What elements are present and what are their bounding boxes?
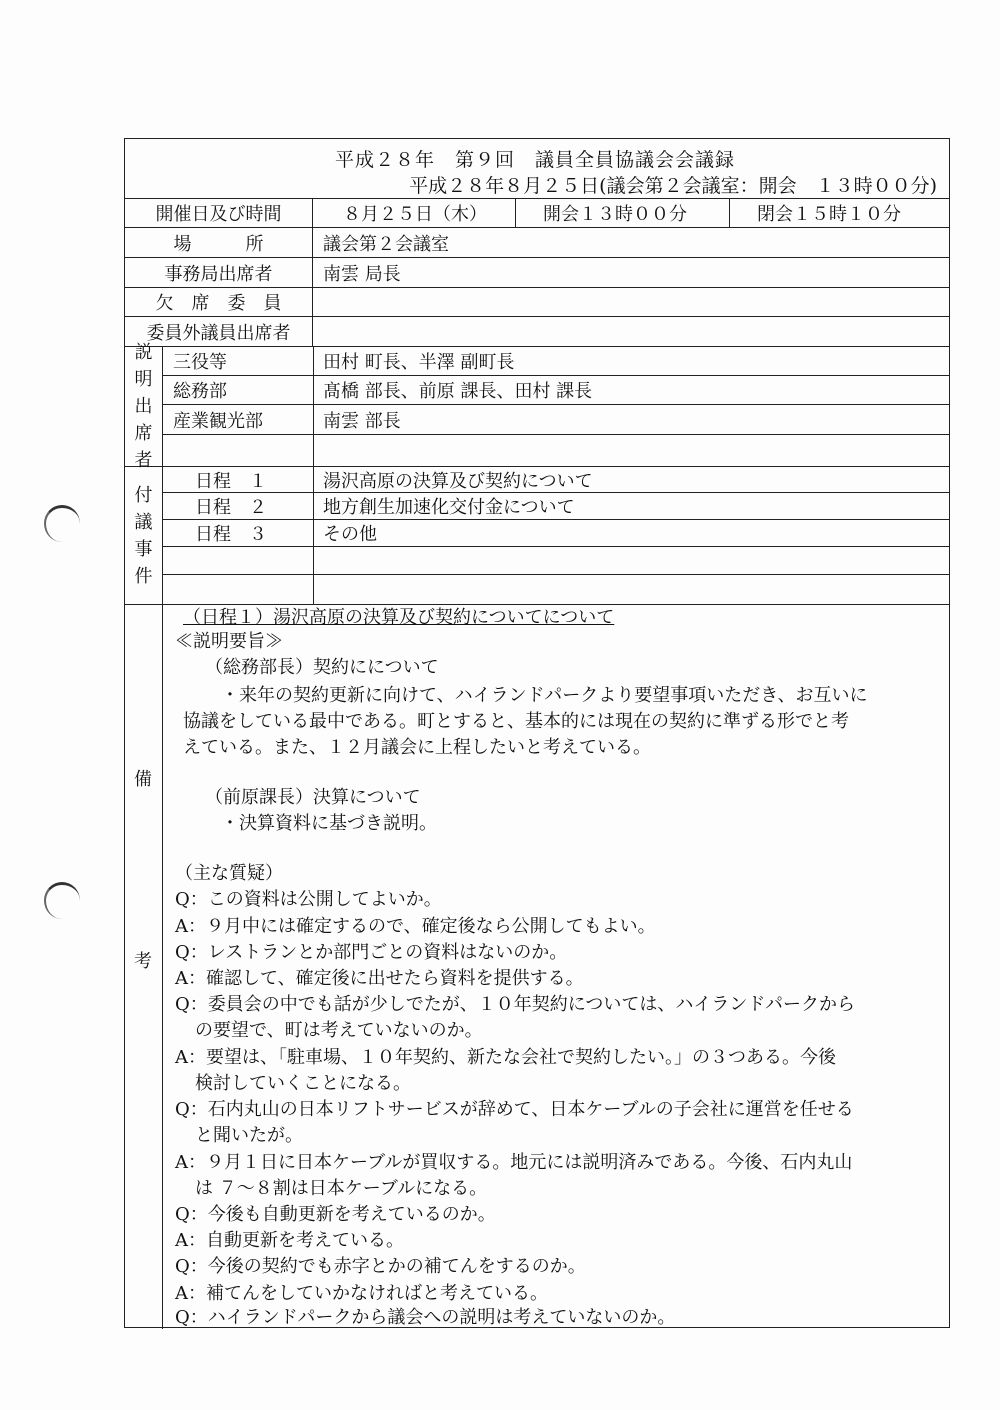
remarks-line: ・来年の契約更新に向けて、ハイランドパークより要望事項いただき、お互いに <box>221 685 868 706</box>
explainer-row <box>163 347 949 376</box>
explainer-dept: 三役等 <box>173 352 227 373</box>
remarks-line: A：自動更新を考えている。 <box>175 1230 404 1251</box>
remarks-line: は ７～８割は日本ケーブルになる。 <box>195 1178 488 1199</box>
datetime-label: 開催日及び時間 <box>125 198 313 227</box>
agenda-no: 日程 １ <box>195 470 267 492</box>
divider <box>313 435 314 467</box>
remarks-line: （前原課長）決算について <box>205 787 421 808</box>
remarks-line: Q：今後も自動更新を考えているのか。 <box>175 1204 496 1225</box>
remarks-line: えている。また、１２月議会に上程したいと考えている。 <box>183 737 651 758</box>
remarks-heading: （日程１）湯沢高原の決算及び契約についてについて <box>183 607 615 628</box>
explainer-names: 髙橋 部長、前原 課長、田村 課長 <box>323 381 593 402</box>
nonmember-row <box>125 317 949 347</box>
place-value: 議会第２会議室 <box>323 233 449 255</box>
agenda-row-empty <box>163 575 949 605</box>
agenda-row <box>163 467 949 493</box>
place-row <box>125 228 949 258</box>
explainer-dept: 総務部 <box>173 381 227 402</box>
remarks-line: と聞いたが。 <box>195 1125 303 1146</box>
remarks-line: ・決算資料に基づき説明。 <box>221 813 437 834</box>
punch-hole-bottom <box>44 882 80 919</box>
remarks-line: Q：石内丸山の日本リフトサービスが辞めて、日本ケーブルの子会社に運営を任せる <box>175 1099 854 1120</box>
office-label: 事務局出席者 <box>125 258 313 287</box>
nonmember-label: 委員外議員出席者 <box>125 317 313 346</box>
divider <box>313 405 314 434</box>
explainer-names: 南雲 部長 <box>323 410 401 432</box>
remarks-line: Q：今後の契約でも赤字とかの補てんをするのか。 <box>175 1256 586 1277</box>
remarks-line: Q：レストランとか部門ごとの資料はないのか。 <box>175 942 568 963</box>
meeting-date: ８月２５日（木） <box>343 203 487 225</box>
remarks-label-2: 考 <box>134 951 152 972</box>
agenda-title: 湯沢高原の決算及び契約について <box>323 470 593 492</box>
agenda-row <box>163 520 949 547</box>
explainers-label: 説 明 出 席 者 <box>125 347 163 466</box>
office-row <box>125 258 949 288</box>
explainer-dept: 産業観光部 <box>173 410 263 432</box>
divider <box>313 520 314 546</box>
title-block <box>125 139 949 199</box>
remarks-line: A：９月１日に日本ケーブルが買収する。地元には説明済みである。今後、石内丸山 <box>175 1152 853 1173</box>
agenda-title: 地方創生加速化交付金について <box>323 497 575 518</box>
explainer-row <box>163 376 949 405</box>
close-time: 閉会１５時１０分 <box>757 203 901 225</box>
divider <box>729 198 730 227</box>
divider <box>313 376 314 404</box>
remarks-line: （主な質疑） <box>175 863 283 884</box>
remarks-line: A：９月中には確定するので、確定後なら公開してもよい。 <box>175 916 656 937</box>
remarks-line: Q：この資料は公開してよいか。 <box>175 889 442 910</box>
absent-row <box>125 288 949 317</box>
explainer-row <box>163 405 949 435</box>
remarks-line: A：要望は、「駐車場、１０年契約、新たな会社で契約したい。」の３つある。今後 <box>175 1047 836 1068</box>
agenda-label: 付 議 事 件 <box>125 467 163 604</box>
explainer-names: 田村 町長、半澤 副町長 <box>323 352 515 373</box>
remarks-label-1: 備 <box>134 769 152 790</box>
remarks-line: A：確認して、確定後に出せたら資料を提供する。 <box>175 968 584 989</box>
agenda-row-empty <box>163 547 949 575</box>
remarks-line: 協議をしている最中である。町とすると、基本的には現在の契約に準ずる形でと考 <box>183 711 849 732</box>
explainers-block <box>125 342 949 471</box>
office-value: 南雲 局長 <box>323 263 401 285</box>
remarks-line: ≪説明要旨≫ <box>175 631 283 652</box>
remarks-label <box>125 605 163 1329</box>
punch-hole-top <box>44 505 80 542</box>
divider <box>313 493 314 519</box>
remarks-line: の要望で、町は考えていないのか。 <box>195 1020 483 1041</box>
agenda-row <box>163 493 949 520</box>
remarks-line: Q：委員会の中でも話が少しでたが、１０年契約については、ハイランドパークから <box>175 994 856 1015</box>
place-label: 場 所 <box>125 228 313 257</box>
remarks-line: Q：ハイランドパークから議会への説明は考えていないのか。 <box>175 1307 676 1328</box>
divider <box>313 347 314 375</box>
agenda-no: 日程 ３ <box>195 524 267 545</box>
absent-label: 欠 席 委 員 <box>125 288 313 316</box>
remarks-line: 検討していくことになる。 <box>195 1073 411 1094</box>
divider <box>313 547 314 574</box>
divider <box>313 467 314 492</box>
document-subtitle: 平成２８年８月２５日(議会第２会議室：開会 １３時００分) <box>409 175 937 197</box>
divider <box>515 198 516 227</box>
datetime-row <box>125 198 949 228</box>
minutes-form <box>124 138 950 1328</box>
explainer-row-empty <box>163 435 949 467</box>
document-title: 平成２８年 第９回 議員全員協議会会議録 <box>335 149 736 171</box>
agenda-no: 日程 ２ <box>195 497 267 518</box>
agenda-block <box>125 467 949 605</box>
remarks-line: （総務部長）契約にについて <box>205 657 439 678</box>
divider <box>313 575 314 605</box>
remarks-line: A：補てんをしていかなければと考えている。 <box>175 1283 548 1304</box>
agenda-title: その他 <box>323 524 377 545</box>
open-time: 開会１３時００分 <box>543 203 687 225</box>
